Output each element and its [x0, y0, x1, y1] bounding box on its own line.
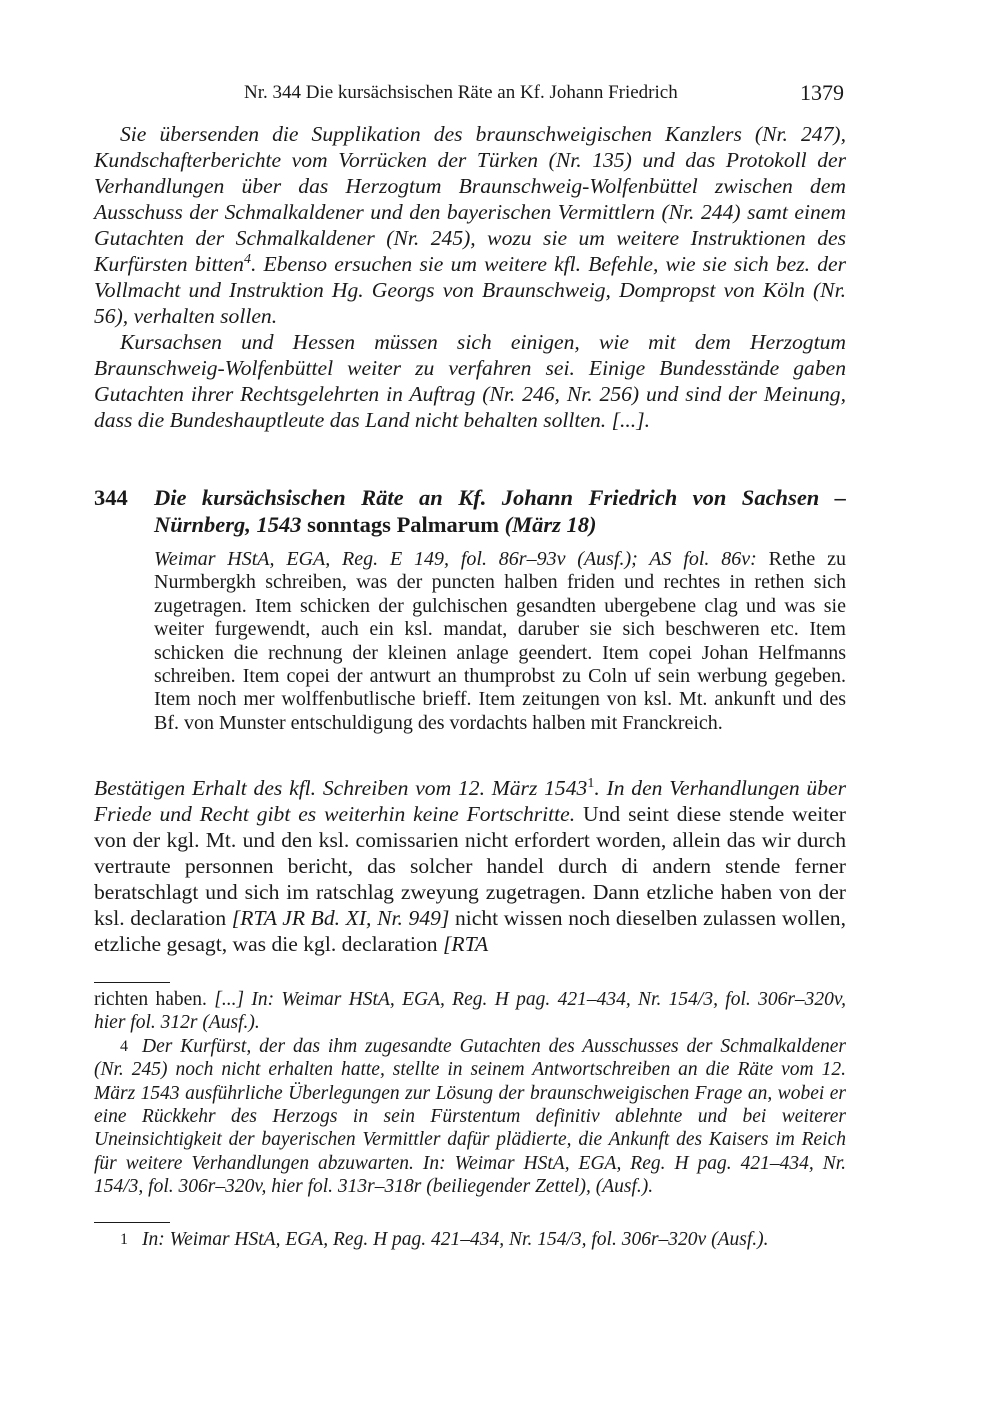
footnote-ref-4[interactable]: 4: [243, 251, 251, 267]
footnote-1: 1 In: Weimar HStA, EGA, Reg. H pag. 421–434, Nr. 154/3, fol. 306r–320v (Ausf.).: [94, 1228, 846, 1251]
footnote-4-number: 4: [120, 1037, 128, 1055]
footnote-4: 4 Der Kurfürst, der das ihm zugesandte Gutachten des Ausschusses der Schmalkaldener (Nr. 245) noch nicht erhalten hatte, stellte in seinem Antwortschreiben an die Räte vom 12. März 1543 ausführliche Überlegungen zur Lösung der braunschweigischen Frage an, wobei er eine Rückkehr des Herzogs in sein Fürstentum definitiv ablehnte und bei weiterer Uneinsichtigkeit der bayerischen Vermittler dafür plädierte, die Ankunft des Kaisers im Reich für weitere Verhandlungen abzuwarten. In: Weimar HStA, EGA, Reg. H pag. 421–434, Nr. 154/3, fol. 306r–320v, hier fol. 313r–318r (beiliegender Zettel), (Ausf.).: [94, 1035, 846, 1198]
footnote-rule: [94, 1222, 170, 1223]
source-note: Weimar HStA, EGA, Reg. E 149, fol. 86r–93v (Ausf.); AS fol. 86v: Rethe zu Nurmbergkh schreiben, was der puncten halben friden und rechtes in rethen sich zugetragen. Item schicken der gulchischen gesandten ubergebene clag und was sie weiter furgewendt, auch ein ksl. mandat, daruber sie sich beschweren etc. Item schicken die rechnung der kleinen anlage geendert. Item copei Johan Helfmanns schreiben. Item copei der antwurt an thumprobst zu Coln uf sein werbung gegeben. Item noch mer wolffenbutlische brieff. Item zeitungen von ksl. Mt. ankunft und des Bf. von Munster entschuldigung des vordachts halben mit Franckreich.: [154, 548, 846, 734]
running-title: Nr. 344 Die kursächsischen Räte an Kf. Johann Friedrich: [244, 82, 678, 103]
previous-footnotes: [94, 988, 846, 1199]
entry-title: Die kursächsischen Räte an Kf. Johann Friedrich von Sachsen – Nürnberg, 1543 sonntags Palmarum (März 18): [154, 485, 846, 537]
entry-number: 344: [94, 485, 128, 510]
footnote-rule: [94, 982, 170, 983]
previous-entry-summary: [94, 121, 846, 433]
body-paragraph: Bestätigen Erhalt des kfl. Schreiben vom 12. März 1543$^1$. In den Verhandlungen über Friede und Recht gibt es weiterhin keine Fortschritte. Und seint diese stende weiter von der kgl. Mt. und den ksl. comissarien nicht erfordert worden, allein das wir durch vertraute personnen bericht, das solcher handel durch di andern stende ferner beratschlagt und sich im ratschlag zweyung zugetragen. Dann etzliche haben von der ksl. declaration [RTA JR Bd. XI, Nr. 949] nicht wissen noch dieselben zulassen wollen, etzliche gesagt, was die kgl. declaration [RTA: [94, 775, 846, 956]
footnote-ref-1[interactable]: 1: [587, 775, 595, 791]
running-header: [94, 80, 846, 108]
summary-paragraph-2: Kursachsen und Hessen müssen sich einigen, wie mit dem Herzogtum Braunschweig-Wolfenbüttel weiter zu verfahren sei. Einige Bundesstände gaben Gutachten ihrer Rechtsgelehrten in Auftrag (Nr. 246, Nr. 256) und sind der Meinung, dass die Bundeshauptleute das Land nicht behalten sollten. [...].: [94, 330, 846, 432]
summary-paragraph-1: Sie übersenden die Supplikation des braunschweigischen Kanzlers (Nr. 247), Kundschafterberichte vom Vorrücken der Türken (Nr. 135) und das Protokoll der Verhandlungen über das Herzogtum Braunschweig-Wolfenbüttel zwischen dem Ausschuss der Schmalkaldener und den bayerischen Vermittlern (Nr. 244) samt einem Gutachten der Schmalkaldener (Nr. 245), wozu sie um weitere Instruktionen des Kurfürsten bitten$^4$. Ebenso ersuchen sie um weitere kfl. Befehle, wie sie sich bez. der Vollmacht und Instruktion Hg. Georgs von Braunschweig, Dompropst von Köln (Nr. 56), verhalten sollen.: [94, 122, 846, 328]
footnote-continuation: richten haben. [...] In: Weimar HStA, EGA, Reg. H pag. 421–434, Nr. 154/3, fol. 306r–320v, hier fol. 312r (Ausf.).: [94, 989, 846, 1034]
page-number: 1379: [800, 80, 844, 105]
entry-body: [94, 775, 846, 957]
footnote-1-number: 1: [120, 1231, 128, 1248]
entry-footnotes: [94, 1228, 846, 1251]
